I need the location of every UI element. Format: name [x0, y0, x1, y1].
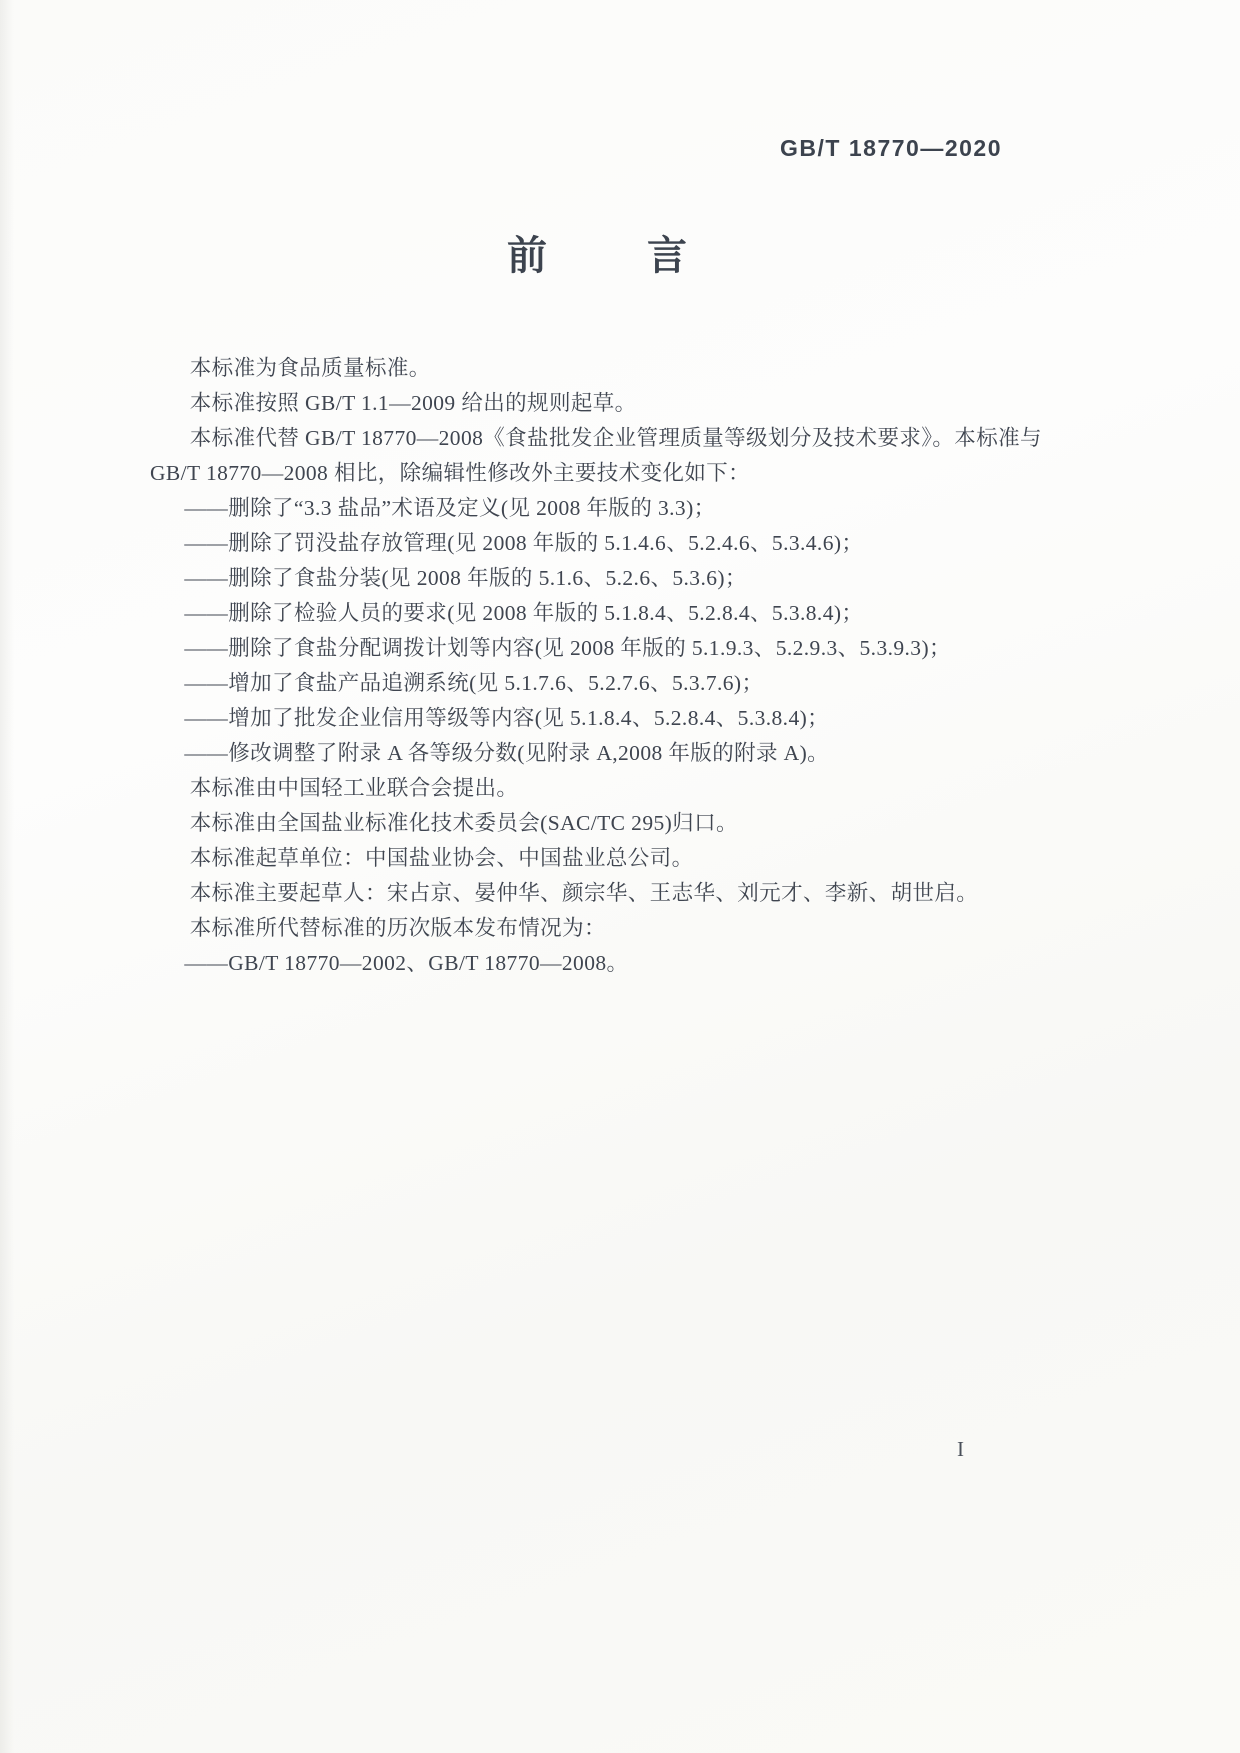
- foreword-paragraph: 本标准由中国轻工业联合会提出。: [189, 776, 519, 800]
- foreword-paragraph: 本标准主要起草人：宋占京、晏仲华、颜宗华、王志华、刘元才、李新、胡世启。: [189, 881, 979, 905]
- foreword-paragraph: 本标准由全国盐业标准化技术委员会(SAC/TC 295)归口。: [189, 811, 738, 835]
- change-list-item: ——删除了食盐分装(见 2008 年版的 5.1.6、5.2.6、5.3.6)；: [184, 566, 747, 590]
- previous-editions-item: ——GB/T 18770—2002、GB/T 18770—2008。: [184, 951, 629, 975]
- change-list-item: ——增加了批发企业信用等级等内容(见 5.1.8.4、5.2.8.4、5.3.8.4)；: [184, 706, 830, 730]
- foreword-paragraph: 本标准代替 GB/T 18770—2008《食盐批发企业管理质量等级划分及技术要求》。本标准与: [189, 426, 1042, 450]
- foreword-paragraph: 本标准起草单位：中国盐业协会、中国盐业总公司。: [189, 846, 694, 870]
- change-list-item: ——删除了检验人员的要求(见 2008 年版的 5.1.8.4、5.2.8.4、5.3.8.4)；: [184, 601, 864, 625]
- change-list-item: ——删除了“3.3 盐品”术语及定义(见 2008 年版的 3.3)；: [184, 496, 716, 520]
- foreword-paragraph-continuation: GB/T 18770—2008 相比，除编辑性修改外主要技术变化如下：: [150, 461, 751, 485]
- foreword-paragraph: 本标准按照 GB/T 1.1—2009 给出的规则起草。: [189, 391, 637, 415]
- foreword-paragraph: 本标准所代替标准的历次版本发布情况为：: [189, 916, 606, 940]
- foreword-body: [150, 351, 1112, 981]
- foreword-paragraph: 本标准为食品质量标准。: [189, 356, 431, 380]
- change-list-item: ——修改调整了附录 A 各等级分数(见附录 A,2008 年版的附录 A)。: [184, 741, 830, 765]
- change-list-item: ——增加了食盐产品追溯系统(见 5.1.7.6、5.2.7.6、5.3.7.6)；: [184, 671, 764, 695]
- change-list-item: ——删除了食盐分配调拨计划等内容(见 2008 年版的 5.1.9.3、5.2.9.3、5.3.9.3)；: [184, 636, 951, 660]
- change-list-item: ——删除了罚没盐存放管理(见 2008 年版的 5.1.4.6、5.2.4.6、5.3.4.6)；: [184, 531, 864, 555]
- page-title: 前 言: [507, 233, 693, 278]
- standard-number: GB/T 18770—2020: [780, 135, 1002, 161]
- page-number: I: [957, 1437, 964, 1461]
